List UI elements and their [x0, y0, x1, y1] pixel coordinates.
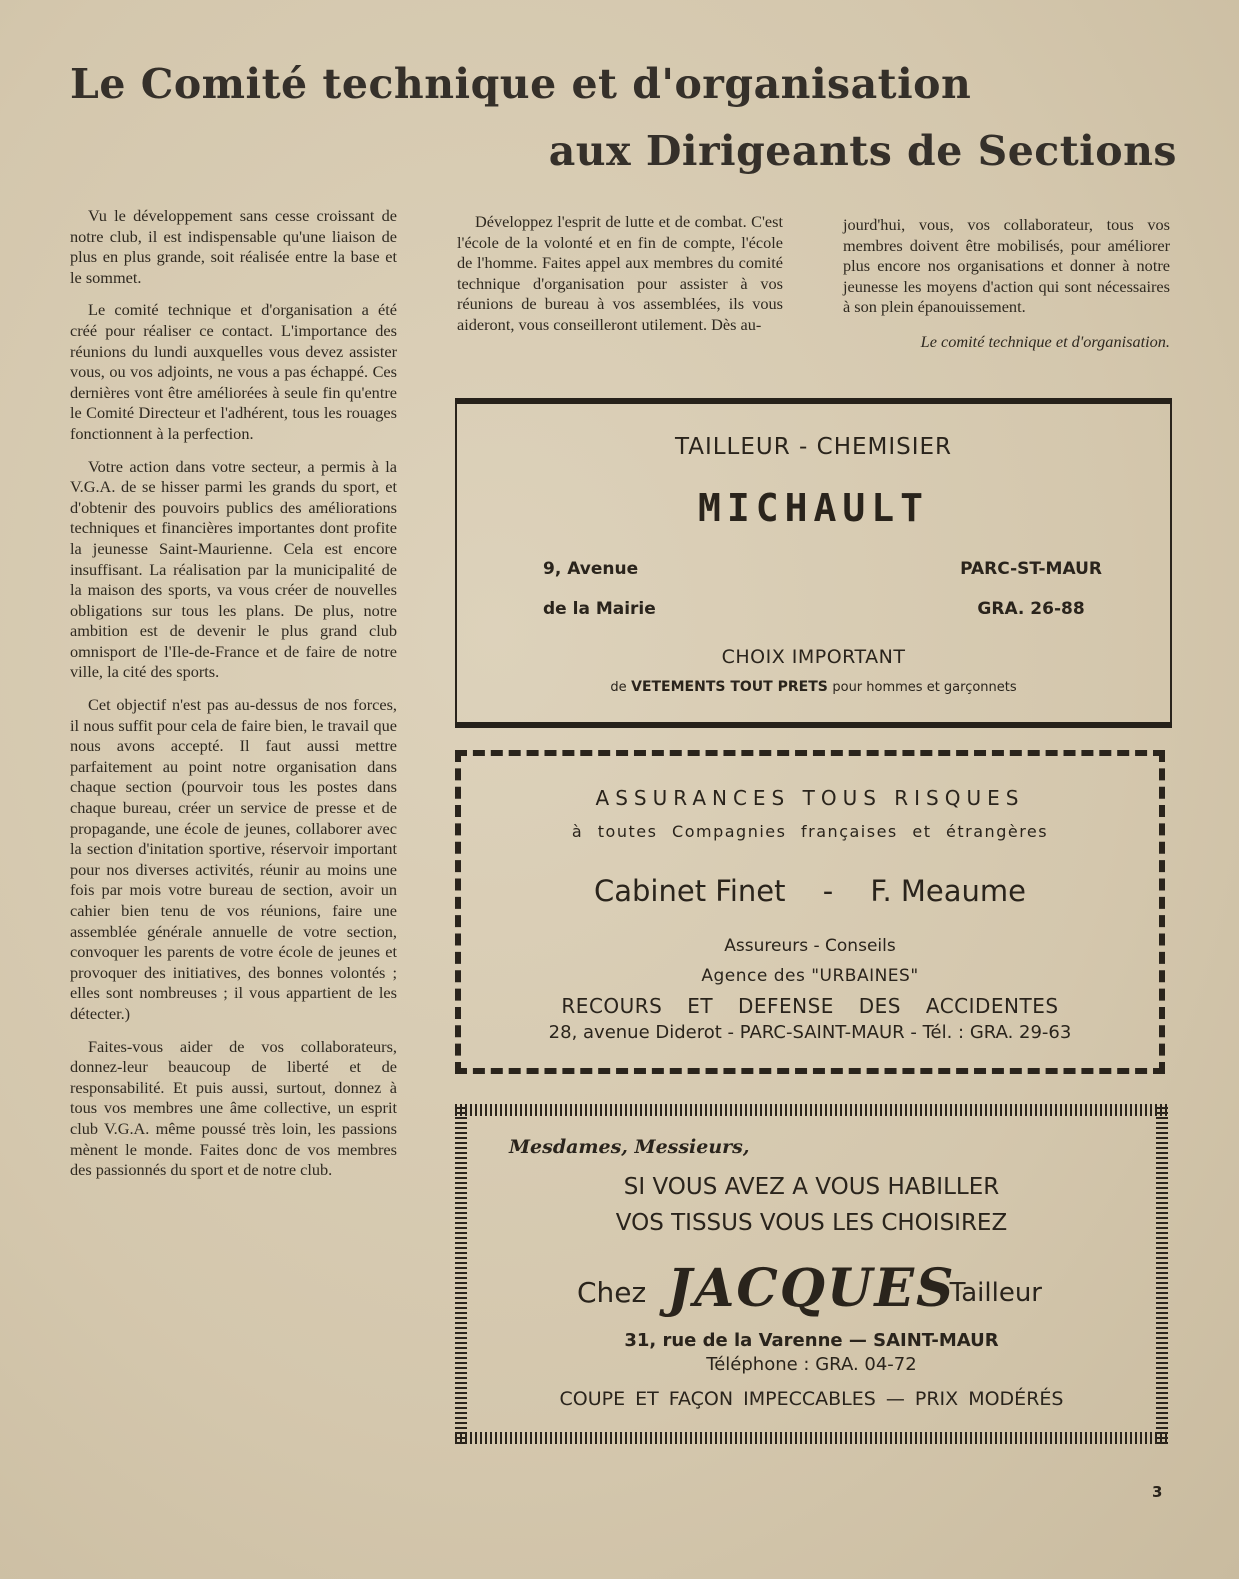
ad-jacques-greeting: Mesdames, Messieurs,	[509, 1136, 750, 1158]
ad-assurances-name	[461, 874, 1159, 908]
ad-assurances-line3: RECOURS ET DEFENSE DES ACCIDENTES	[561, 994, 1059, 1018]
article-paragraph: Vu le développement sans cesse croissant de notre club, il est indispensable qu'une liaison de plus en plus grande, soit réalisée entre la base et le sommet.	[70, 206, 397, 287]
ad-michault	[455, 404, 1172, 722]
ad-jacques-line1: SI VOUS AVEZ A VOUS HABILLER	[623, 1174, 1000, 1200]
ad-assurances-line2: Agence des "URBAINES"	[701, 966, 919, 986]
ad-michault-address	[543, 549, 656, 629]
article-paragraph: Votre action dans votre secteur, a permis à la V.G.A. de se hisser parmi les grands du sport, et d'obtenir des pouvoirs publics des améliorations techniques et financières importantes dont profite la jeunesse Saint-Maurienne. Cela est encore insuffisant. La réalisation par la municipalité de la maison des sports, va vous créer de nouvelles obligations sur tous les plans. De plus, notre ambition est de devenir le plus grand club omnisport de l'Ile-de-France et de faire de notre ville, la cité des sports.	[70, 456, 397, 682]
ad-jacques	[455, 1104, 1168, 1444]
ad-michault-contact	[960, 549, 1102, 629]
ad-michault-address-line1: 9, Avenue	[543, 559, 639, 579]
ad-michault-sub-post: pour hommes et garçonnets	[832, 680, 1017, 695]
ad-assurances-name-right: F. Meaume	[870, 874, 1026, 908]
ad-jacques-line2: VOS TISSUS VOUS LES CHOISIREZ	[615, 1210, 1008, 1236]
article-paragraph: Cet objectif n'est pas au-dessus de nos forces, il nous suffit pour cela de faire bien, le travail que nous avons accepté. Il faut aussi mettre parfaitement au point notre organisation dans chaque section (pourvoir tous les postes dans chaque bureau, créer un service de presse et de propagande, une école de jeunes, collaborer avec la section d'initation sportive, réservoir important pour nos diverses activités, réunir au moins une fois par mois votre bureau de section, avoir un cahier bien tenu de vos réunions, faire une assemblée générale annuelle de votre section, convoquer les parents de votre école de jeunes et provoquer des initiatives, des bonnes volontés ; elles sont nombreuses ; il vous appartient de les détecter.)	[70, 695, 397, 1023]
article-signature: Le comité technique et d'organisation.	[920, 331, 1170, 351]
ad-michault-trade: TAILLEUR - CHEMISIER	[674, 434, 953, 460]
ad-michault-brand: MICHAULT	[697, 486, 930, 530]
page-number: 3	[1152, 1483, 1163, 1501]
article-paragraph: Le comité technique et d'organisation a été créé pour réaliser ce contact. L'importance des réunions du lundi auxquelles vous devez assister vous, ou vos adjoints, ne vous a pas échappé. Ces dernières vont être améliorées à seule fin qu'entre le Comité Directeur et l'adhérent, tous les rouages fonctionnent à la perfection.	[70, 300, 397, 443]
ad-michault-phone: GRA. 26-88	[977, 599, 1085, 619]
ad-michault-sub-pre: de	[610, 680, 627, 695]
page-title-line1: Le Comité technique et d'organisation	[70, 60, 972, 108]
article-paragraph: Développez l'esprit de lutte et de combat. C'est l'école de la volonté et en fin de compte, l'école de l'homme. Faites appel aux membres du comité technique d'organisation pour assister à vos réunions de bureau à vos assemblées, ils vous aideront, vous conseilleront utilement. Dès au-	[457, 212, 783, 334]
article-paragraph: Faites-vous aider de vos collaborateurs, donnez-leur beaucoup de liberté et de responsabilité. Et puis aussi, surtout, donnez à tous vos membres une âme collective, un esprit club V.G.A. même poussé très loin, les passions mènent le monde. Faites donc de vos membres des passionnés du sport et de notre club.	[70, 1036, 397, 1180]
ad-assurances-name-left: Cabinet Finet	[593, 874, 786, 908]
article-column-2	[457, 212, 783, 348]
ad-jacques-phone: Téléphone : GRA. 04-72	[706, 1354, 917, 1375]
ad-assurances-line4: 28, avenue Diderot - PARC-SAINT-MAUR - Tél. : GRA. 29-63	[548, 1022, 1072, 1043]
ad-assurances-name-sep: -	[822, 874, 834, 908]
ad-jacques-address: 31, rue de la Varenne — SAINT-MAUR	[624, 1330, 999, 1351]
ad-assurances-line1: Assureurs - Conseils	[724, 936, 896, 956]
ad-border-bottom	[455, 722, 1172, 728]
ad-michault-sub-bold: VETEMENTS TOUT PRETS	[631, 679, 828, 695]
ad-michault-address-line2: de la Mairie	[543, 599, 656, 619]
ad-border-top	[455, 398, 1172, 404]
ad-jacques-trade: Tailleur	[949, 1278, 1042, 1308]
ad-michault-headline: CHOIX IMPORTANT	[721, 646, 906, 668]
ad-michault-city: PARC-ST-MAUR	[960, 559, 1102, 579]
article-paragraph: jourd'hui, vous, vos collaborateur, tous vos membres doivent être mobilisés, pour améliorer plus encore nos organisations et donner à notre jeunesse les moyens d'action qui sont nécessaires à son plein épanouissement.	[843, 215, 1170, 317]
ad-assurances-headline: ASSURANCES TOUS RISQUES	[595, 786, 1025, 810]
ad-assurances	[455, 750, 1165, 1074]
page-title-line2: aux Dirigeants de Sections	[548, 127, 1177, 175]
ad-jacques-slogan: COUPE ET FAÇON IMPECCABLES — PRIX MODÉRÉS	[559, 1388, 1064, 1410]
ad-assurances-subline: à toutes Compagnies françaises et étrangères	[571, 822, 1049, 841]
ad-jacques-brand: JACQUES	[667, 1258, 956, 1319]
ad-jacques-chez: Chez	[577, 1276, 647, 1309]
ad-michault-subline	[457, 679, 1170, 695]
article-column-1	[70, 206, 397, 1193]
article-column-3	[843, 215, 1170, 365]
